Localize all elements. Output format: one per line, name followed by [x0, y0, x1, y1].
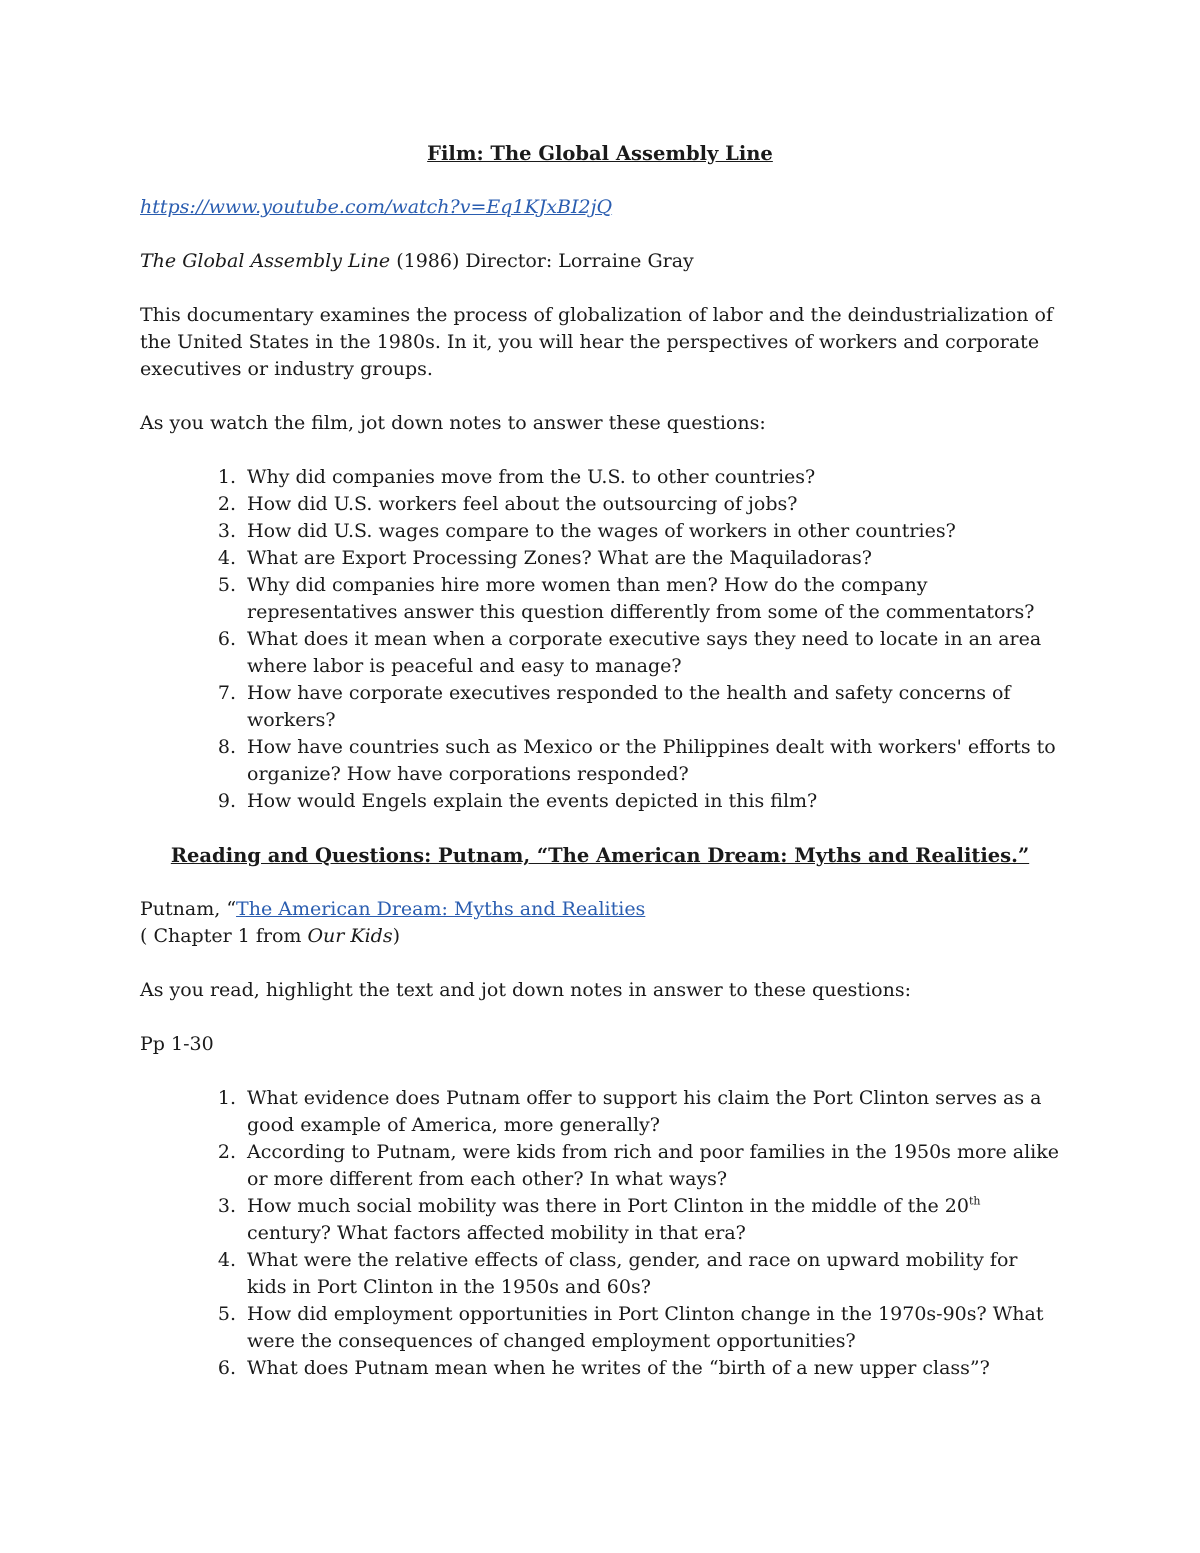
list-number: 6. [217, 1357, 236, 1379]
list-number: 6. [217, 628, 236, 650]
list-item [140, 1301, 1060, 1355]
film-question-list [140, 464, 1060, 815]
question-text: Why did companies move from the U.S. to other countries? [247, 466, 816, 488]
list-number: 9. [217, 790, 236, 812]
list-item [140, 734, 1060, 788]
question-text: According to Putnam, were kids from rich and poor families in the 1950s more alike or more different from each other? In what ways? [247, 1141, 1060, 1190]
reading-chapter-prefix: ( Chapter 1 from [140, 925, 308, 947]
list-item [140, 626, 1060, 680]
list-number: 2. [217, 1141, 236, 1163]
list-item [140, 1139, 1060, 1193]
list-item [140, 545, 1060, 572]
reading-heading: Reading and Questions: Putnam, “The American Dream: Myths and Realities.” [170, 844, 1030, 867]
list-number: 1. [217, 466, 236, 488]
list-item [140, 518, 1060, 545]
film-title-line [140, 248, 1060, 275]
question-text: What does it mean when a corporate executive says they need to locate in an area where labor is peaceful and easy to manage? [247, 628, 1042, 677]
question-text: What evidence does Putnam offer to support his claim the Port Clinton serves as a good example of America, more generally? [247, 1087, 1042, 1136]
reading-citation-line [140, 896, 1060, 923]
list-item [140, 788, 1060, 815]
list-number: 7. [217, 682, 236, 704]
question-text: How have corporate executives responded to the health and safety concerns of workers? [247, 682, 1011, 731]
film-title-rest: (1986) Director: Lorraine Gray [390, 250, 694, 272]
reading-chapter-line [140, 923, 1060, 950]
reading-pages: Pp 1-30 [140, 1033, 214, 1055]
list-number: 2. [217, 493, 236, 515]
list-number: 8. [217, 736, 236, 758]
reading-article-link[interactable]: The American Dream: Myths and Realities [236, 898, 646, 920]
question-text: How did U.S. workers feel about the outsourcing of jobs? [247, 493, 798, 515]
list-item [140, 1247, 1060, 1301]
question-text: Why did companies hire more women than men? How do the company representatives answer this question differently from some of the commentators? [247, 574, 1035, 623]
film-description: This documentary examines the process of globalization of labor and the deindustrialization of the United States in the 1980s. In it, you will hear the perspectives of workers and corporate executives or industry groups. [140, 304, 1054, 380]
list-item [140, 1085, 1060, 1139]
film-url-paragraph [140, 194, 1060, 221]
question-text: How have countries such as Mexico or the Philippines dealt with workers' efforts to organize? How have corporations responded? [247, 736, 1056, 785]
question-text-before: How much social mobility was there in Port Clinton in the middle of the 20 [247, 1195, 969, 1217]
document-page [140, 140, 1060, 1382]
question-text: How would Engels explain the events depicted in this film? [247, 790, 818, 812]
film-title-italic: The Global Assembly Line [140, 250, 391, 272]
reading-author-prefix: Putnam, “ [140, 898, 237, 920]
question-text-after: century? What factors affected mobility in that era? [247, 1222, 746, 1244]
list-number: 4. [217, 547, 236, 569]
list-number: 1. [217, 1087, 236, 1109]
film-heading: Film: The Global Assembly Line [427, 142, 773, 165]
reading-instructions: As you read, highlight the text and jot down notes in answer to these questions: [140, 979, 911, 1001]
film-youtube-link[interactable]: https://www.youtube.com/watch?v=Eq1KJxBI2jQ [140, 196, 613, 218]
reading-chapter-suffix: ) [392, 925, 401, 947]
question-text: How did U.S. wages compare to the wages of workers in other countries? [247, 520, 956, 542]
list-item [140, 680, 1060, 734]
list-item [140, 572, 1060, 626]
list-number: 3. [217, 1195, 236, 1217]
list-number: 5. [217, 1303, 236, 1325]
list-number: 4. [217, 1249, 236, 1271]
superscript-th: th [968, 1194, 981, 1208]
reading-book-title: Our Kids [307, 925, 393, 947]
list-item [140, 464, 1060, 491]
reading-question-list [140, 1085, 1060, 1382]
list-item [140, 1355, 1060, 1382]
list-item [140, 1193, 1060, 1247]
list-item [140, 491, 1060, 518]
question-text: What does Putnam mean when he writes of the “birth of a new upper class”? [247, 1357, 990, 1379]
list-number: 3. [217, 520, 236, 542]
question-text: How did employment opportunities in Port Clinton change in the 1970s-90s? What were the consequences of changed employment opportunities? [247, 1303, 1044, 1352]
film-instructions: As you watch the film, jot down notes to answer these questions: [140, 412, 766, 434]
list-number: 5. [217, 574, 236, 596]
question-text: What are Export Processing Zones? What are the Maquiladoras? [247, 547, 872, 569]
question-text: What were the relative effects of class, gender, and race on upward mobility for kids in Port Clinton in the 1950s and 60s? [247, 1249, 1018, 1298]
